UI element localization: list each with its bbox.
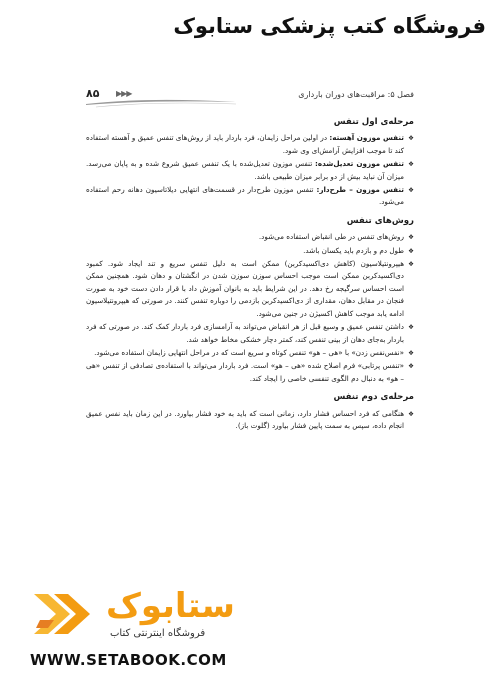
item-lead: تنفس موزون تعدیل‌شده: — [314, 159, 404, 169]
article-content — [86, 116, 414, 433]
logo-subtitle: فروشگاه اینترنتی کتاب — [110, 628, 206, 639]
item-text: تنفس موزون طرح‌دار در قسمت‌های انتهایی دیلاتاسیون دهانه رحم استفاده می‌شود. — [86, 185, 404, 207]
logo-wordmark: ستابوک — [106, 586, 235, 626]
bullet-icon: ❖ — [408, 260, 414, 269]
list-item — [86, 245, 414, 257]
item-text: هنگامی که فرد احساس فشار دارد، زمانی است که باید به خود فشار بیاورد. در این زمان باید نفس عمیق انجام داده، سپس به سمت پایین فشار بیاورد (گلوت باز). — [86, 408, 404, 430]
bullet-icon: ❖ — [408, 160, 414, 169]
list-item — [86, 184, 414, 209]
bullet-list — [86, 408, 414, 433]
arrow-icon: ▶▶▶ — [116, 89, 132, 98]
page-number: ۸۵ — [86, 87, 100, 100]
running-head — [86, 88, 414, 106]
bullet-icon: ❖ — [408, 409, 414, 418]
item-text: در اولین مراحل زایمان، فرد باردار باید از روش‌های تنفس عمیق و آهسته استفاده کند تا موجب افزایش آرامش‌ای وی شود. — [86, 133, 404, 155]
bullet-icon: ❖ — [408, 233, 414, 242]
item-text: طول دم و بازدم باید یکسان باشد. — [303, 245, 404, 255]
bullet-icon: ❖ — [408, 246, 414, 255]
decorative-swoosh — [86, 96, 236, 110]
section-title: روش‌های تنفس — [346, 215, 414, 226]
bullet-list — [86, 231, 414, 385]
section-title: مرحله‌ی اول تنفس — [333, 117, 414, 127]
item-text: تنفس موزون تعدیل‌شده با یک تنفس عمیق شروع شده و به پایان می‌رسد. میزان آن نباید بیش از دو برابر میزان طبیعی باشد. — [86, 159, 404, 181]
item-text: «نفس‌نفس زدن» با «هی – هو» تنفس کوتاه و سریع است که در مراحل انتهایی زایمان استفاده می‌شود. — [94, 347, 404, 357]
website-url-link[interactable]: WWW.SETABOOK.COM — [30, 651, 227, 669]
setabook-logo[interactable] — [30, 586, 235, 648]
item-text: روش‌های تنفس در طی انقباض استفاده می‌شود. — [258, 232, 404, 242]
list-item — [86, 158, 414, 183]
item-text: داشتن تنفس عمیق و وسیع قبل از هر انقباض می‌تواند به آرامسازی فرد باردار کمک کند. در صورتی که فرد باردار به‌جای دهان از بینی تنفس کند، کمتر دچار خشکی مخاط خواهد شد. — [86, 322, 404, 344]
item-lead: تنفس موزون آهسته: — [329, 133, 404, 143]
list-item — [86, 258, 414, 320]
list-item — [86, 347, 414, 359]
bullet-icon: ❖ — [408, 323, 414, 332]
store-banner-title: فروشگاه کتب پزشکی ستابوک — [173, 14, 486, 38]
bullet-list — [86, 132, 414, 208]
bullet-icon: ❖ — [408, 348, 414, 357]
bullet-icon: ❖ — [408, 186, 414, 195]
chapter-title: فصل ۵: مراقبت‌های دوران بارداری — [298, 90, 414, 99]
list-item — [86, 231, 414, 243]
section-title: مرحله‌ی دوم تنفس — [333, 392, 414, 403]
item-text: هیپرونتیلاسیون (کاهش دی‌اکسیدکربن) ممکن است به دلیل تنفس سریع و تند ایجاد شود. کمبود دی‌اکسیدکربن ممکن است موجب احساس سوزن سوزن شدن در انگشتان و دهان شود. همچنین ممکن است احساس سرگیجه رخ دهد. در این شرایط باید به بانوان آموزش داد با قرار دادن دست خود به صورت فنجان در مقابل دهان، مقداری از دی‌اکسیدکربن بازدمی را دوباره تنفس کنند. در صورتی که هیپرونتیلاسیون ادامه یابد موجب کاهش اکسیژن در جنین می‌شود. — [86, 259, 404, 318]
list-item — [86, 321, 414, 346]
logo-chevron-icon — [30, 590, 102, 642]
item-lead: تنفس موزون – طرح‌دار: — [316, 185, 404, 195]
bullet-icon: ❖ — [408, 134, 414, 143]
list-item — [86, 132, 414, 157]
item-text: «تنفس پرتابی» فرم اصلاح شده «هی – هو» است. فرد باردار می‌تواند با استفاده‌ی تصادفی از تنفس «هی – هو» به دنبال دم الگوی تنفسی خاصی را ایجاد کند. — [86, 361, 404, 383]
bullet-icon: ❖ — [408, 362, 414, 371]
list-item — [86, 408, 414, 433]
list-item — [86, 360, 414, 385]
